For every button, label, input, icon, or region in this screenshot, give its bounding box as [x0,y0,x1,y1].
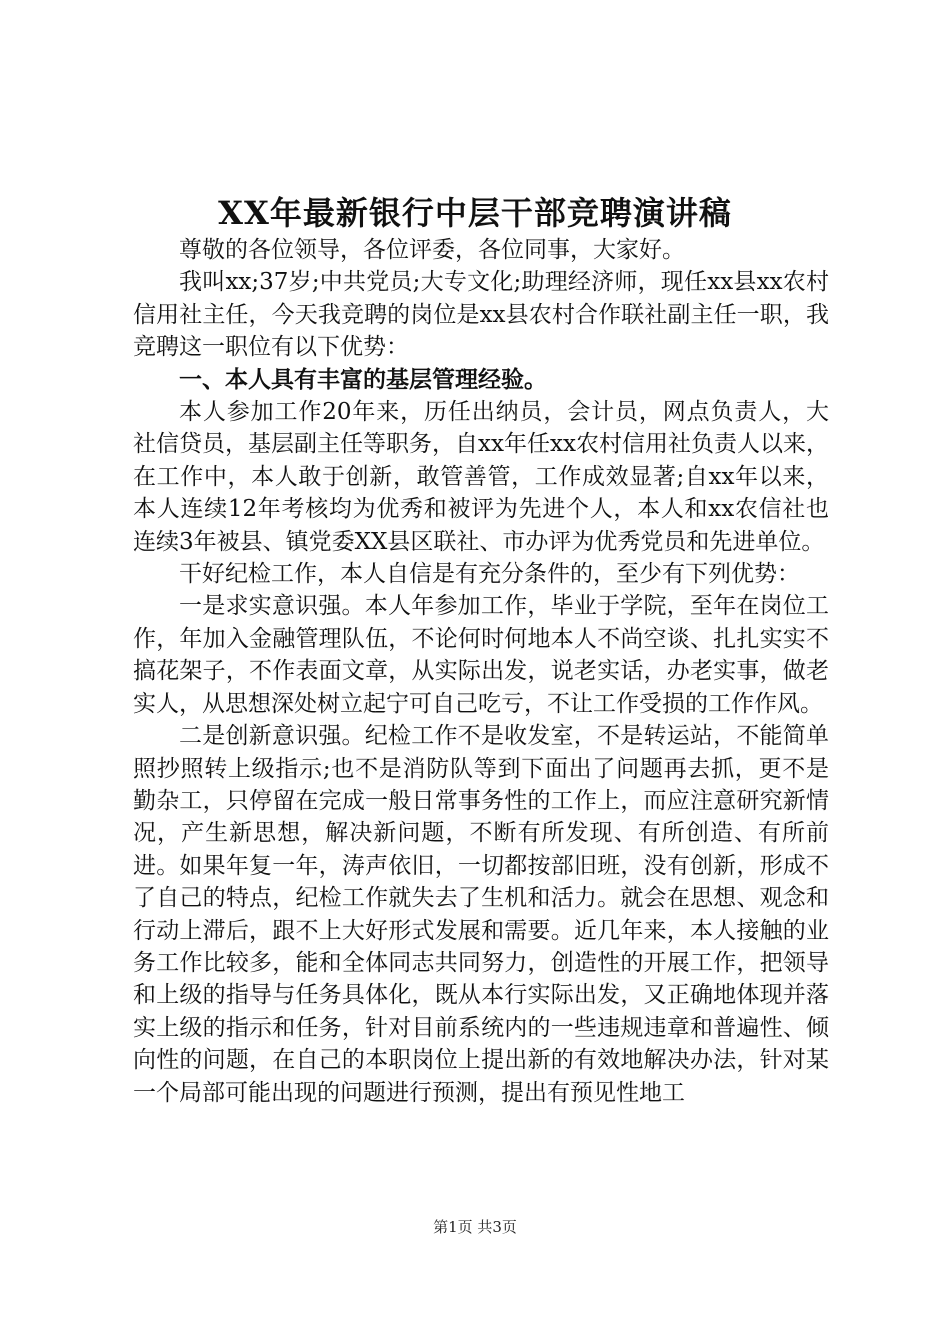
page-number-footer: 第1页 共3页 [433,1218,517,1236]
document-body [133,234,829,1109]
paragraph-advantage-2: 二是创新意识强。纪检工作不是收发室，不是转运站，不能简单照抄照转上级指示;也不是消防队等到下面出了问题再去抓，更不是勤杂工，只停留在完成一般日常事务性的工作上，而应注意研究新情况，产生新思想，解决新问题，不断有所发现、有所创造、有所前进。如果年复一年，涛声依旧，一切都按部旧班，没有创新，形成不了自己的特点，纪检工作就失去了生机和活力。就会在思想、观念和行动上滞后，跟不上大好形式发展和需要。近几年来，本人接触的业务工作比较多，能和全体同志共同努力，创造性的开展工作，把领导和上级的指导与任务具体化，既从本行实际出发，又正确地体现并落实上级的指示和任务，针对目前系统内的一些违规违章和普遍性、倾向性的问题，在自己的本职岗位上提出新的有效地解决办法，针对某一个局部可能出现的问题进行预测，提出有预见性地工 [133,723,829,1106]
paragraph-advantage-1: 一是求实意识强。本人年参加工作，毕业于学院，至年在岗位工作，年加入金融管理队伍，不论何时何地本人不尚空谈、扎扎实实不搞花架子，不作表面文章，从实际出发，说老实话，办老实事，做老实人，从思想深处树立起宁可自己吃亏，不让工作受损的工作作风。 [133,593,829,717]
paragraph-advantages-intro: 干好纪检工作，本人自信是有充分条件的，至少有下列优势： [179,561,800,588]
paragraph-introduction: 我叫xx;37岁;中共党员;大专文化;助理经济师，现任xx县xx农村信用社主任，今天我竞聘的岗位是xx县农村合作联社副主任一职，我竞聘这一职位有以下优势： [133,269,829,361]
paragraph-experience: 本人参加工作20年来，历任出纳员，会计员，网点负责人，大社信贷员，基层副主任等职务，自xx年任xx农村信用社负责人以来，在工作中，本人敢于创新，敢管善管，工作成效显著;自xx年以来，本人连续12年考核均为优秀和被评为先进个人，本人和xx农信社也连续3年被县、镇党委XX县区联社、市办评为优秀党员和先进单位。 [133,399,829,555]
section-heading-1: 一、本人具有丰富的基层管理经验。 [179,365,547,393]
document-title: XX年最新银行中层干部竞聘演讲稿 [218,194,732,232]
paragraph-greeting: 尊敬的各位领导，各位评委，各位同事，大家好。 [179,237,685,263]
